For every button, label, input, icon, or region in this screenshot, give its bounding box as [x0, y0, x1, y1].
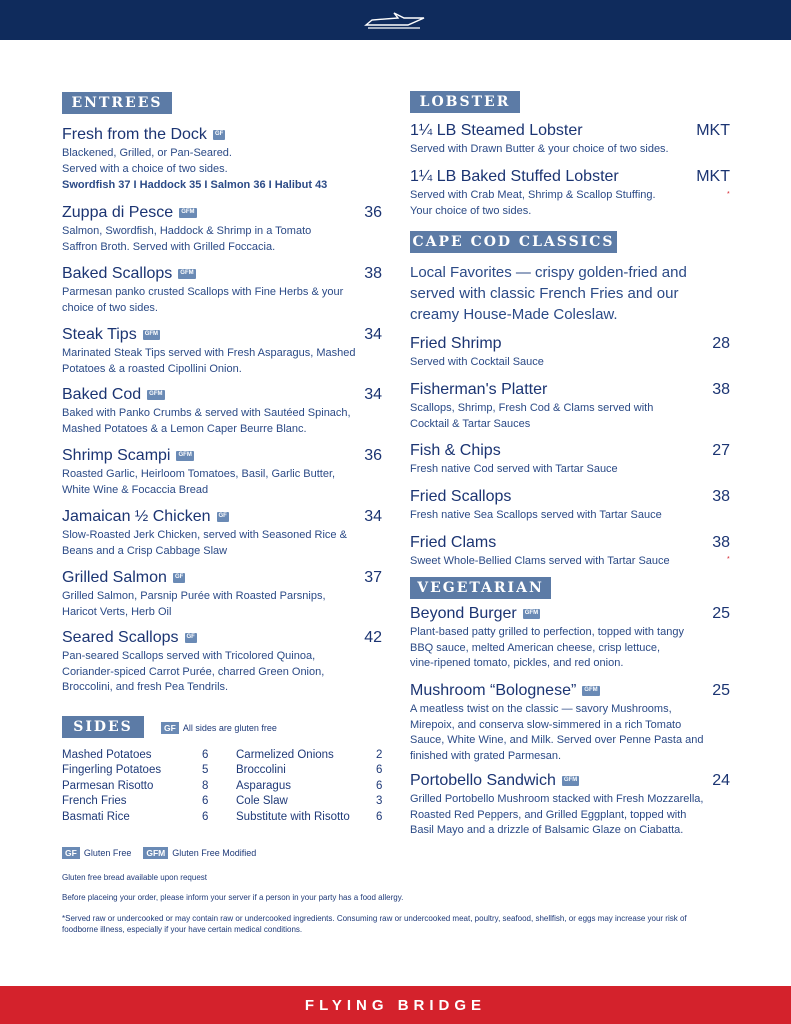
menu-item-price: 38 [712, 534, 730, 551]
cape-cod-heading: CAPE COD CLASSICS [410, 231, 617, 253]
menu-item-price: MKT [696, 122, 730, 139]
side-row [236, 809, 410, 825]
diet-badge: GFM [179, 208, 196, 218]
menu-item-header [410, 605, 730, 623]
menu-item-description: Sweet Whole-Bellied Clams served with Tartar Sauce [410, 555, 670, 567]
bread-note: Gluten free bread available upon request [62, 873, 207, 882]
menu-item-header [62, 447, 382, 465]
menu-item-description: Fresh native Cod served with Tartar Sauce [410, 463, 618, 475]
menu-item-header [62, 326, 382, 344]
side-name: Carmelized Onions [236, 748, 334, 761]
diet-badge: GFM [143, 330, 160, 340]
menu-item-name: Fisherman's Platter [410, 381, 548, 398]
menu-item-header [62, 386, 382, 404]
menu-item [410, 772, 730, 839]
brand-name: FLYING BRIDGE [304, 996, 487, 1014]
side-row [62, 809, 236, 825]
raw-marker-icon: * [727, 191, 730, 198]
diet-badge: GF [217, 512, 229, 522]
menu-item-header [410, 772, 730, 790]
menu-item-price: 24 [712, 772, 730, 789]
menu-item-header [410, 442, 730, 460]
menu-item-description: A meatless twist on the classic — savory Mushrooms, Mirepoix, and conserva slow-simmered in a rich Tomato Sauce, White Wine, and Milk. Served over Penne Pasta and finished with grated Parmesan. [410, 703, 704, 762]
menu-item-name: 1¼ LB Baked Stuffed Lobster [410, 168, 619, 185]
menu-item-description: Slow-Roasted Jerk Chicken, served with Seasoned Rice & Beans and a Crisp Cabbage Slaw [62, 529, 347, 557]
menu-item [62, 386, 382, 437]
side-price: 6 [376, 810, 383, 823]
side-row [236, 794, 410, 810]
side-price: 8 [202, 779, 209, 792]
gf-legend-badge: GF [62, 847, 80, 859]
menu-item [410, 442, 730, 478]
menu-item-description: Pan-seared Scallops served with Tricolored Quinoa, Coriander-spiced Carrot Purée, charred Green Onion, Broccolini, and fresh Pea Tendrils. [62, 650, 325, 693]
gf-badge: GF [161, 722, 179, 734]
side-price: 6 [202, 810, 209, 823]
menu-item-price: 38 [712, 488, 730, 505]
menu-item-price: 38 [364, 265, 382, 282]
menu-item-name: Jamaican ½ Chicken [62, 508, 211, 525]
menu-item-header [410, 168, 730, 186]
gfm-legend-label: Gluten Free Modified [172, 848, 257, 858]
side-name: Substitute with Risotto [236, 810, 350, 823]
side-price: 6 [376, 779, 383, 792]
menu-item-name: Shrimp Scampi [62, 447, 171, 464]
menu-item-header [62, 629, 382, 647]
menu-item-name: Fresh from the Dock [62, 126, 207, 143]
menu-item-name: 1¼ LB Steamed Lobster [410, 122, 583, 139]
side-row [62, 794, 236, 810]
diet-badge: GF [185, 633, 197, 643]
menu-item-price: 37 [364, 569, 382, 586]
menu-item-name: Beyond Burger [410, 605, 517, 622]
boat-logo-icon [364, 9, 428, 31]
menu-item-header [410, 381, 730, 399]
menu-item-name: Grilled Salmon [62, 569, 167, 586]
sides-right-column [236, 747, 410, 825]
menu-item [62, 204, 382, 255]
menu-item-description: Parmesan panko crusted Scallops with Fine Herbs & your choice of two sides. [62, 286, 344, 314]
menu-item [410, 168, 730, 219]
sides-note [161, 722, 277, 734]
sides-note-text: All sides are gluten free [182, 723, 277, 733]
sides-left-column [62, 747, 236, 825]
lobster-heading: LOBSTER [410, 91, 520, 113]
menu-item [410, 605, 730, 672]
side-price: 6 [376, 764, 383, 777]
side-row [236, 763, 410, 779]
menu-item [62, 447, 382, 498]
menu-item-prices-list: Swordfish 37 I Haddock 35 I Salmon 36 I Halibut 43 [62, 179, 328, 191]
side-row [62, 747, 236, 763]
menu-item-description: Marinated Steak Tips served with Fresh Asparagus, Mashed Potatoes & a roasted Cipollini Onion. [62, 347, 356, 375]
menu-item [410, 682, 730, 764]
menu-item-description: Served with Cocktail Sauce [410, 356, 544, 368]
menu-item-name: Fried Scallops [410, 488, 512, 505]
menu-item [62, 569, 382, 620]
side-name: Asparagus [236, 779, 291, 792]
raw-warning: *Served raw or undercooked or may contain raw or undercooked ingredients. Consuming raw or undercooked meat, poultry, seafood, shellfish, or eggs may increase your risk of foodborne illness, especially if your have certain medical conditions. [62, 914, 687, 934]
menu-item-description: Salmon, Swordfish, Haddock & Shrimp in a Tomato Saffron Broth. Served with Grilled Foccacia. [62, 225, 312, 253]
side-row [62, 778, 236, 794]
diet-badge: GF [173, 573, 185, 583]
allergy-note: Before placeing your order, please inform your server if a person in your party has a food allergy. [62, 893, 404, 902]
top-banner [0, 0, 791, 40]
menu-item-price: 27 [712, 442, 730, 459]
menu-item-header [62, 204, 382, 222]
menu-item-description: Plant-based patty grilled to perfection, topped with tangy BBQ sauce, melted American cheese, crisp lettuce, vine-ripened tomato, pickles, and red onion. [410, 626, 684, 669]
side-name: Mashed Potatoes [62, 748, 152, 761]
menu-item-name: Baked Cod [62, 386, 142, 403]
side-name: Basmati Rice [62, 810, 130, 823]
menu-item [62, 265, 382, 316]
diet-badge: GFM [147, 390, 164, 400]
menu-item-description: Served with Crab Meat, Shrimp & Scallop Stuffing. Your choice of two sides. [410, 189, 656, 217]
menu-item-description: Fresh native Sea Scallops served with Tartar Sauce [410, 509, 662, 521]
menu-item-price: 25 [712, 682, 730, 699]
side-name: Fingerling Potatoes [62, 764, 162, 777]
side-name: Parmesan Risotto [62, 779, 154, 792]
menu-item-description: Roasted Garlic, Heirloom Tomatoes, Basil, Garlic Butter, White Wine & Focaccia Bread [62, 468, 336, 496]
side-name: French Fries [62, 795, 127, 808]
sides-heading: SIDES [62, 716, 144, 738]
diet-legend [62, 847, 256, 859]
menu-item-description: Blackened, Grilled, or Pan-Seared. Served with a choice of two sides. [62, 147, 232, 175]
gfm-legend-badge: GFM [143, 847, 168, 859]
cape-cod-intro: Local Favorites — crispy golden-fried and served with classic French Fries and our creamy House-Made Coleslaw. [410, 264, 687, 323]
diet-badge: GFM [582, 686, 599, 696]
menu-item-header [410, 122, 730, 140]
menu-item-description: Baked with Panko Crumbs & served with Sautéed Spinach, Mashed Potatoes & a Lemon Caper Beurre Blanc. [62, 407, 351, 435]
menu-item-price: 34 [364, 508, 382, 525]
menu-item-description: Served with Drawn Butter & your choice of two sides. [410, 143, 669, 155]
menu-item-price: 42 [364, 629, 382, 646]
menu-item-name: Fried Shrimp [410, 335, 502, 352]
menu-item-name: Mushroom “Bolognese” [410, 682, 577, 699]
menu-item [62, 126, 382, 194]
menu-item-price: 38 [712, 381, 730, 398]
menu-item-price: 36 [364, 447, 382, 464]
menu-item-name: Steak Tips [62, 326, 137, 343]
menu-item-header [410, 488, 730, 506]
menu-item [410, 488, 730, 524]
side-row [62, 763, 236, 779]
menu-item-name: Fried Clams [410, 534, 497, 551]
menu-item-name: Seared Scallops [62, 629, 179, 646]
side-row [236, 778, 410, 794]
menu-item-price: 25 [712, 605, 730, 622]
menu-item-header [410, 682, 730, 700]
menu-item-name: Zuppa di Pesce [62, 204, 174, 221]
vegetarian-heading: VEGETARIAN [410, 577, 551, 599]
menu-item [410, 122, 730, 158]
diet-badge: GFM [178, 269, 195, 279]
menu-item-header [62, 569, 382, 587]
menu-item-description: Grilled Portobello Mushroom stacked with Fresh Mozzarella, Roasted Red Peppers, and Grilled Eggplant, topped with Basil Mayo and a drizzle of Balsamic Glaze on Ciabatta. [410, 793, 704, 836]
diet-badge: GFM [523, 609, 540, 619]
menu-item [62, 629, 382, 696]
gf-legend-label: Gluten Free [83, 848, 132, 858]
menu-item-name: Portobello Sandwich [410, 772, 556, 789]
side-price: 5 [202, 764, 209, 777]
side-price: 6 [202, 748, 209, 761]
bottom-banner [0, 986, 791, 1024]
menu-item-header [62, 265, 382, 283]
menu-item-name: Fish & Chips [410, 442, 501, 459]
menu-item [62, 326, 382, 377]
menu-item-description: Scallops, Shrimp, Fresh Cod & Clams served with Cocktail & Tartar Sauces [410, 402, 654, 430]
diet-badge: GFM [562, 776, 579, 786]
diet-badge: GF [213, 130, 225, 140]
side-price: 6 [202, 795, 209, 808]
menu-item-price: 36 [364, 204, 382, 221]
side-name: Cole Slaw [236, 795, 288, 808]
menu-item-price: 28 [712, 335, 730, 352]
menu-item-header [410, 335, 730, 353]
menu-item-price: 34 [364, 326, 382, 343]
menu-item-price: MKT [696, 168, 730, 185]
entrees-heading: ENTREES [62, 92, 172, 114]
menu-item [410, 534, 730, 570]
menu-item [410, 335, 730, 371]
side-price: 2 [376, 748, 383, 761]
side-row [236, 747, 410, 763]
side-name: Broccolini [236, 764, 286, 777]
menu-item-description: Grilled Salmon, Parsnip Purée with Roasted Parsnips, Haricot Verts, Herb Oil [62, 590, 326, 618]
menu-item-price: 34 [364, 386, 382, 403]
menu-item-header [410, 534, 730, 552]
menu-item [410, 381, 730, 432]
menu-item-header [62, 508, 382, 526]
diet-badge: GFM [176, 451, 193, 461]
menu-item [62, 508, 382, 559]
menu-item-header [62, 126, 382, 144]
side-price: 3 [376, 795, 383, 808]
menu-item-name: Baked Scallops [62, 265, 173, 282]
raw-marker-icon: * [727, 556, 730, 563]
